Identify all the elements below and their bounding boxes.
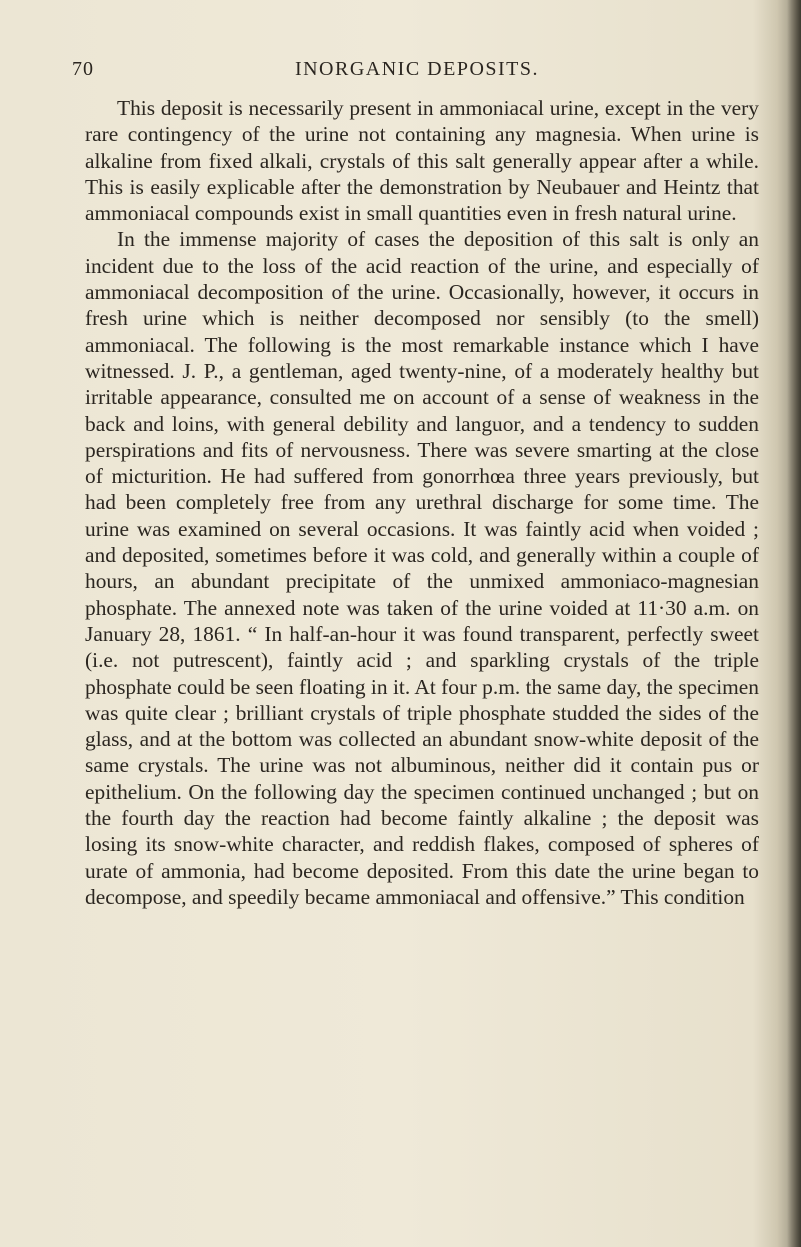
paragraph-2: In the immense majority of cases the deposition of this salt is only an incident due to the loss of the acid reaction of the urine, and especially of ammoniacal decomposition of the urine. Occasionally, however, it occurs in fresh urine which is neither decomposed nor sensibly (to the smell) ammoniacal. The following is the most remarkable instance which I have witnessed. J. P., a gentleman, aged twenty-nine, of a moderately healthy but irritable appearance, consulted me on account of a sense of weakness in the back and loins, with general debility and languor, and a tendency to sudden perspirations and fits of nervousness. There was severe smarting at the close of micturition. He had suffered from gonorrhœa three years previously, but had been completely free from any urethral discharge for some time. The urine was examined on several occasions. It was faintly acid when voided ; and deposited, sometimes before it was cold, and generally within a couple of hours, an abundant precipitate of the unmixed ammoniaco-magnesian phosphate. The annexed note was taken of the urine voided at 11·30 a.m. on January 28, 1861. “ In half-an-hour it was found transparent, perfectly sweet (i.e. not putrescent), faintly acid ; and sparkling crystals of the triple phosphate could be seen floating in it. At four p.m. the same day, the specimen was quite clear ; brilliant crystals of triple phosphate studded the sides of the glass, and at the bottom was collected an abundant snow-white deposit of the same crystals. The urine was not albuminous, neither did it contain pus or epithelium. On the following day the specimen continued unchanged ; but on the fourth day the reaction had become faintly alkaline ; the deposit was losing its snow-white character, and reddish flakes, composed of spheres of urate of ammonia, had become deposited. From this date the urine began to decompose, and speedily became ammoniacal and offensive.” This condition [85,227,759,909]
body-text [85,95,759,910]
running-head: INORGANIC DEPOSITS. [294,58,540,80]
page-number: 70 [72,58,94,80]
paragraph-1: This deposit is necessarily present in ammoniacal urine, except in the very rare contingency of the urine not containing any magnesia. When urine is alkaline from fixed alkali, crystals of this salt generally appear after a while. This is easily explicable after the demonstration by Neubauer and Heintz that ammoniacal compounds exist in small quantities even in fresh natural urine. [85,96,759,226]
page-header [72,58,762,88]
page-edge-shadow [787,0,801,1247]
